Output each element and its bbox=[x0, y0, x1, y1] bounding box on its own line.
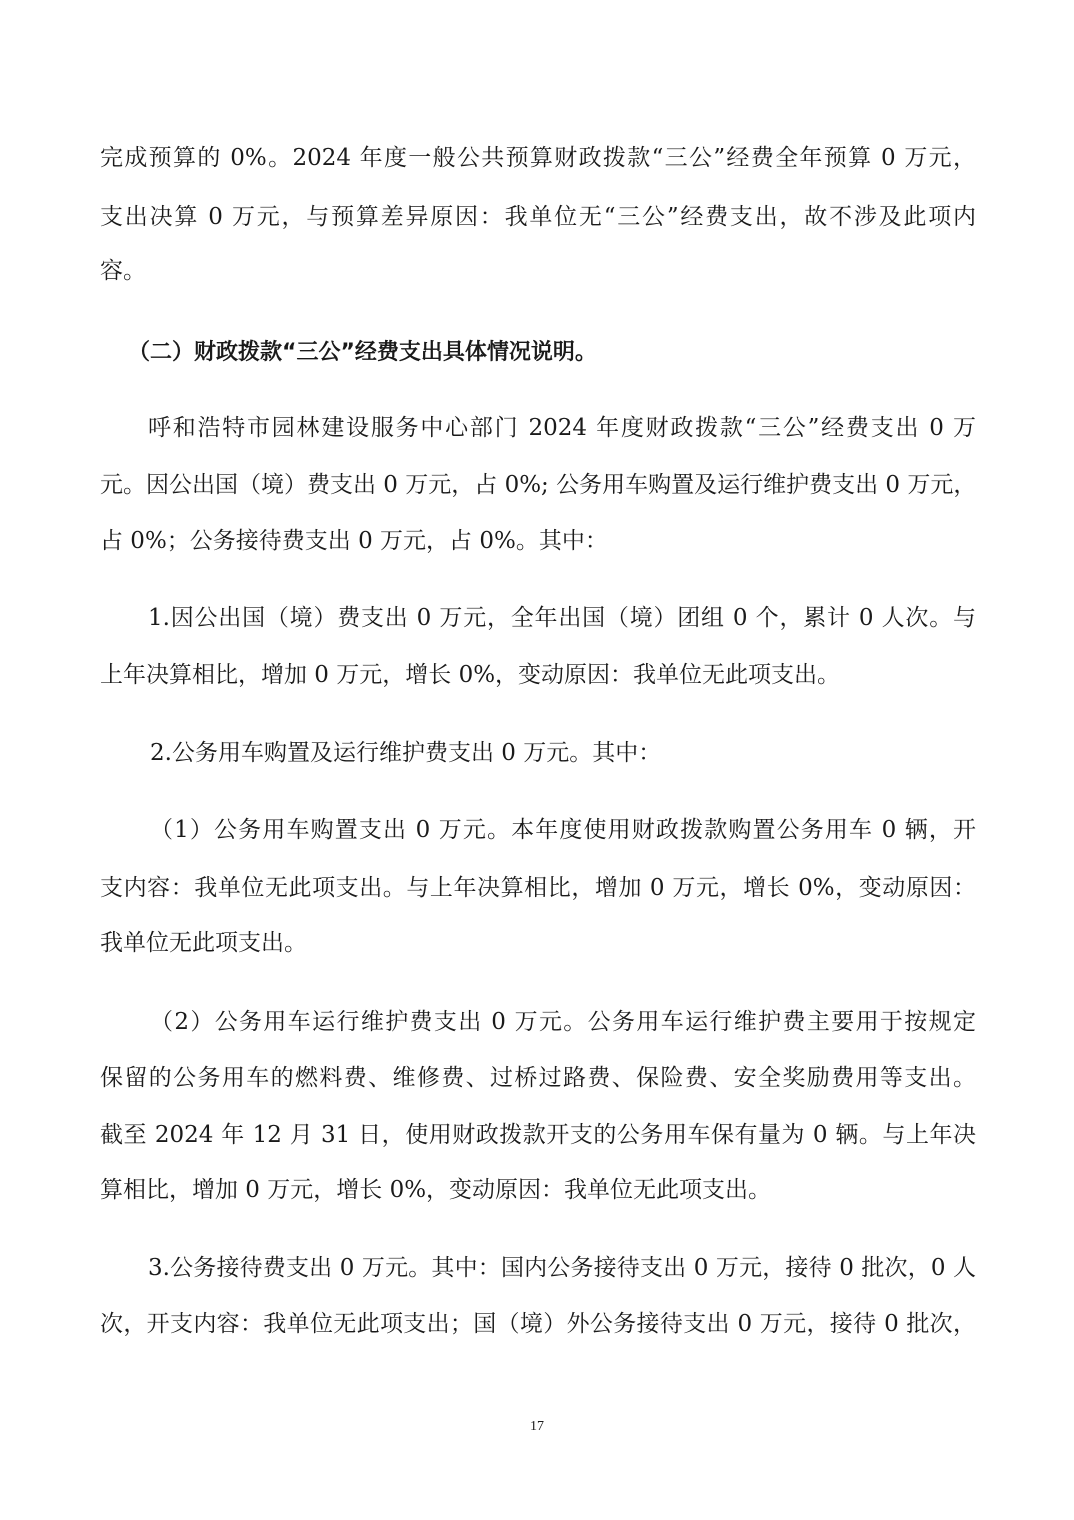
paragraph-line: 算相比，增加 0 万元，增长 0%，变动原因：我单位无此项支出。 bbox=[100, 1177, 772, 1203]
paragraph-line: 保留的公务用车的燃料费、维修费、过桥过路费、保险费、安全奖励费用等支出。 bbox=[100, 1065, 976, 1091]
paragraph-line: 完成预算的 0%。2024 年度一般公共预算财政拨款“三公”经费全年预算 0 万元， bbox=[100, 145, 976, 171]
paragraph-line: 2.公务用车购置及运行维护费支出 0 万元。其中： bbox=[150, 740, 662, 766]
paragraph-line: 容。 bbox=[100, 258, 146, 284]
paragraph-line: 上年决算相比，增加 0 万元，增长 0%，变动原因：我单位无此项支出。 bbox=[100, 662, 841, 688]
paragraph-line: 呼和浩特市园林建设服务中心部门 2024 年度财政拨款“三公”经费支出 0 万 bbox=[148, 415, 976, 441]
section-heading: （二）财政拨款“三公”经费支出具体情况说明。 bbox=[128, 340, 597, 365]
paragraph-line: 占 0%；公务接待费支出 0 万元，占 0%。其中： bbox=[100, 528, 608, 554]
paragraph-line: 1.因公出国（境）费支出 0 万元，全年出国（境）团组 0 个，累计 0 人次。与 bbox=[148, 605, 976, 631]
paragraph-line: 支出决算 0 万元，与预算差异原因：我单位无“三公”经费支出，故不涉及此项内 bbox=[100, 204, 976, 230]
paragraph-line: 支内容：我单位无此项支出。与上年决算相比，增加 0 万元，增长 0%，变动原因： bbox=[100, 875, 976, 901]
paragraph-line: 次，开支内容：我单位无此项支出；国（境）外公务接待支出 0 万元，接待 0 批次， bbox=[100, 1311, 976, 1337]
paragraph-line: 元。因公出国（境）费支出 0 万元，占 0%; 公务用车购置及运行维护费支出 0 万元， bbox=[100, 472, 977, 498]
paragraph-line: （2）公务用车运行维护费支出 0 万元。公务用车运行维护费主要用于按规定 bbox=[150, 1009, 976, 1035]
page-number: 17 bbox=[530, 1419, 544, 1434]
paragraph-line: （1）公务用车购置支出 0 万元。本年度使用财政拨款购置公务用车 0 辆，开 bbox=[150, 817, 976, 843]
paragraph-line: 3.公务接待费支出 0 万元。其中：国内公务接待支出 0 万元，接待 0 批次，0 人 bbox=[148, 1255, 976, 1281]
paragraph-line: 我单位无此项支出。 bbox=[100, 930, 307, 956]
paragraph-line: 截至 2024 年 12 月 31 日，使用财政拨款开支的公务用车保有量为 0 辆。与上年决 bbox=[100, 1122, 976, 1148]
